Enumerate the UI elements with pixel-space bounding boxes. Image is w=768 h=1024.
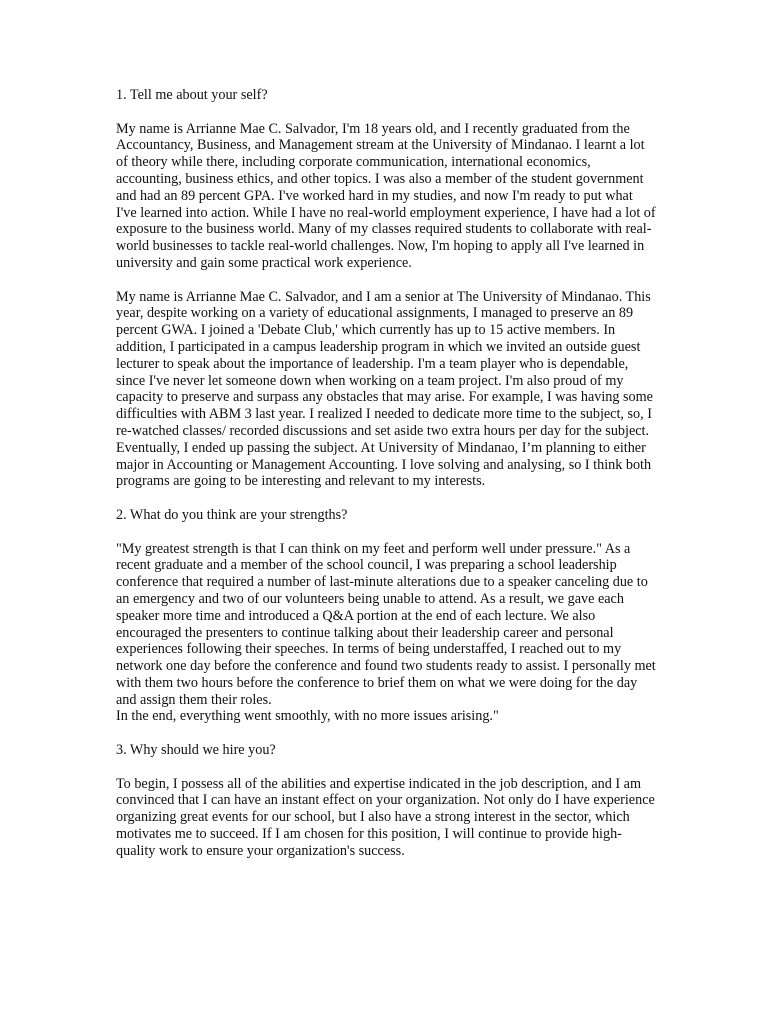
question-2-heading: 2. What do you think are your strengths? [116,506,348,523]
question-2-answer-paragraph-1: "My greatest strength is that I can think on my feet and perform well under pressure." As a recent graduate and a member of the school council, I was preparing a school leadership conference that required a number of last-minute alterations due to a speaker canceling due to an emergency and two of our volunteers being unable to attend. As a result, we gave each speaker more time and introduced a Q&A portion at the end of each lecture. We also encouraged the presenters to continue talking about their leadership career and personal experiences following their speeches. In terms of being understaffed, I reached out to my network one day before the conference and found two students ready to assist. I personally met with them two hours before the conference to brief them on what we were doing for the day and assign them their roles. [116,540,656,708]
document-page [116,87,656,876]
question-3-heading: 3. Why should we hire you? [116,742,276,759]
question-2-answer-paragraph-2: In the end, everything went smoothly, with no more issues arising." [116,708,499,725]
question-1-answer-paragraph-2: My name is Arrianne Mae C. Salvador, and I am a senior at The University of Mindanao. This year, despite working on a variety of educational assignments, I managed to preserve an 89 percent GWA. I joined a 'Debate Club,' which currently has up to 15 active members. In addition, I participated in a campus leadership program in which we invited an outside guest lecturer to speak about the importance of leadership. I'm a team player who is dependable, since I've never let someone down when working on a team project. I'm also proud of my capacity to preserve and surpass any obstacles that may arise. For example, I was having some difficulties with ABM 3 last year. I realized I needed to dedicate more time to the subject, so, I re-watched classes/ recorded discussions and set aside two extra hours per day for the subject. Eventually, I ended up passing the subject. At University of Mindanao, I’m planning to either major in Accounting or Management Accounting. I love solving and analysing, so I think both programs are going to be interesting and relevant to my interests. [116,288,653,490]
question-3-answer-paragraph-1: To begin, I possess all of the abilities and expertise indicated in the job description, and I am convinced that I can have an instant effect on your organization. Not only do I have experience organizing great events for our school, but I also have a strong interest in the sector, which motivates me to succeed. If I am chosen for this position, I will continue to provide high-quality work to ensure your organization's success. [116,775,655,859]
question-1-heading: 1. Tell me about your self? [116,87,268,103]
question-1-answer-paragraph-1: My name is Arrianne Mae C. Salvador, I'm 18 years old, and I recently graduated from the Accountancy, Business, and Management stream at the University of Mindanao. I learnt a lot of theory while there, including corporate communication, international economics, accounting, business ethics, and other topics. I was also a member of the student government and had an 89 percent GPA. I've worked hard in my studies, and now I'm ready to put what I've learned into action. While I have no real-world employment experience, I have had a lot of exposure to the business world. Many of my classes required students to collaborate with real-world businesses to tackle real-world challenges. Now, I'm hoping to apply all I've learned in university and gain some practical work experience. [116,120,656,271]
